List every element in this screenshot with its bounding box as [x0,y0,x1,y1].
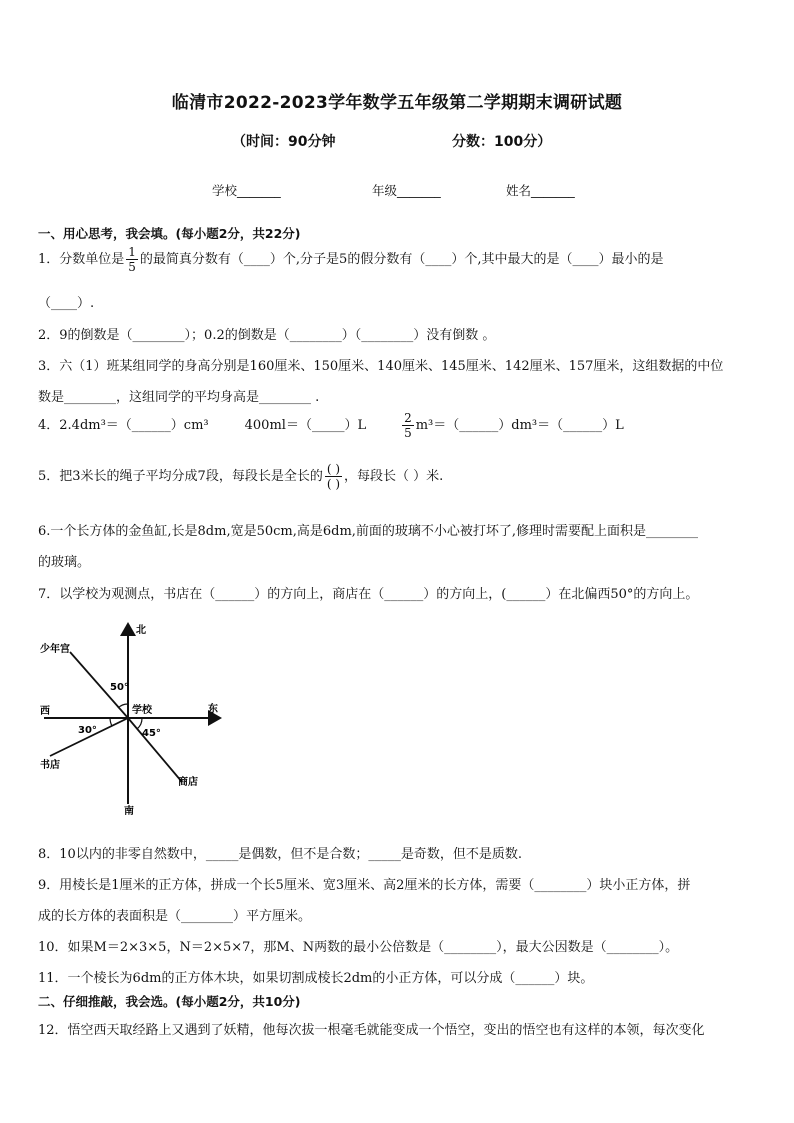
angle-arc-30 [110,718,112,726]
q4-fraction [402,412,414,439]
question-3-cont: 数是________，这组同学的平均身高是________ . [38,390,320,405]
q5-text-a: 5．把3米长的绳子平均分成7段，每段长是全长的 [38,469,323,484]
score-label: 分数：100分） [452,134,552,150]
question-5 [38,463,443,490]
question-8: 8．10以内的非零自然数中，_____是偶数，但不是合数；_____是奇数，但不是质数. [38,847,522,862]
q4-frac-den: 5 [404,426,412,440]
q1-text-a: 1．分数单位是 [38,252,125,267]
time-label: （时间：90分钟 [232,134,336,150]
bookstore-ray [50,718,128,756]
label-angle-30: 30° [78,725,97,736]
question-1-cont: （____）. [38,296,95,311]
school-field: 学校_______ [212,183,281,198]
q5-text-b: ，每段长（ ）米. [344,469,444,484]
question-2: 2．9的倒数是（________）；0.2的倒数是（________）（________）没有倒数 。 [38,328,496,343]
label-north: 北 [136,625,146,636]
question-9: 9．用棱长是1厘米的正方体，拼成一个长5厘米、宽3厘米、高2厘米的长方体，需要（________）块小正方体，拼 [38,878,691,893]
section-2-heading: 二、仔细推敲，我会选。(每小题2分，共10分) [38,994,301,1009]
exam-title: 临清市2022-2023学年数学五年级第二学期期末调研试题 [171,93,623,113]
label-east: 东 [208,704,218,715]
q5-frac-num: ( ) [326,462,341,476]
question-6-cont: 的玻璃。 [38,555,91,570]
name-field: 姓名_______ [506,183,575,198]
direction-diagram [38,616,238,816]
q1-fraction [126,246,138,273]
label-south: 南 [124,806,134,816]
question-3: 3．六（1）班某组同学的身高分别是160厘米、150厘米、140厘米、145厘米、142厘米、157厘米，这组数据的中位 [38,359,724,374]
label-angle-45: 45° [142,728,161,739]
angle-arc-50 [118,704,128,708]
question-6: 6.一个长方体的金鱼缸,长是8dm,宽是50cm,高是6dm,前面的玻璃不小心被打坏了,修理时需要配上面积是________ [38,524,699,539]
label-shop: 商店 [178,777,198,788]
q4-text-b: 400ml＝（_____）L [244,418,367,433]
question-9-cont: 成的长方体的表面积是（________）平方厘米。 [38,909,312,924]
q1-frac-num: 1 [128,245,136,259]
q5-fraction [325,463,342,490]
label-youth-palace: 少年宫 [40,644,70,655]
q5-frac-den: ( ) [326,477,341,491]
q1-text-b: 的最简真分数有（____）个,分子是5的假分数有（____）个,其中最大的是（____）最小的是 [139,252,664,267]
grade-field: 年级_______ [372,183,441,198]
label-bookstore: 书店 [40,760,60,771]
question-1 [38,246,663,273]
q4-text-a: 4．2.4dm³＝（______）cm³ [38,418,209,433]
question-7: 7．以学校为观测点，书店在（______）的方向上，商店在（______）的方向上，(______）在北偏西50°的方向上。 [38,587,699,602]
section-1-heading: 一、用心思考，我会填。(每小题2分，共22分) [38,226,301,241]
q1-frac-den: 5 [128,260,136,274]
q4-text-c: m³＝（______）dm³＝（______）L [415,418,624,433]
label-angle-50: 50° [110,682,129,693]
q4-frac-num: 2 [404,411,412,425]
label-west: 西 [40,706,50,717]
question-10: 10．如果M＝2×3×5，N＝2×5×7，那M、N两数的最小公倍数是（________），最大公因数是（________）。 [38,940,679,955]
question-12: 12．悟空西天取经路上又遇到了妖精，他每次拔一根毫毛就能变成一个悟空，变出的悟空也有这样的本领，每次变化 [38,1023,705,1038]
label-school: 学校 [132,705,152,716]
question-11: 11．一个棱长为6dm的正方体木块，如果切割成棱长2dm的小正方体，可以分成（______）块。 [38,971,594,986]
question-4 [38,412,624,439]
